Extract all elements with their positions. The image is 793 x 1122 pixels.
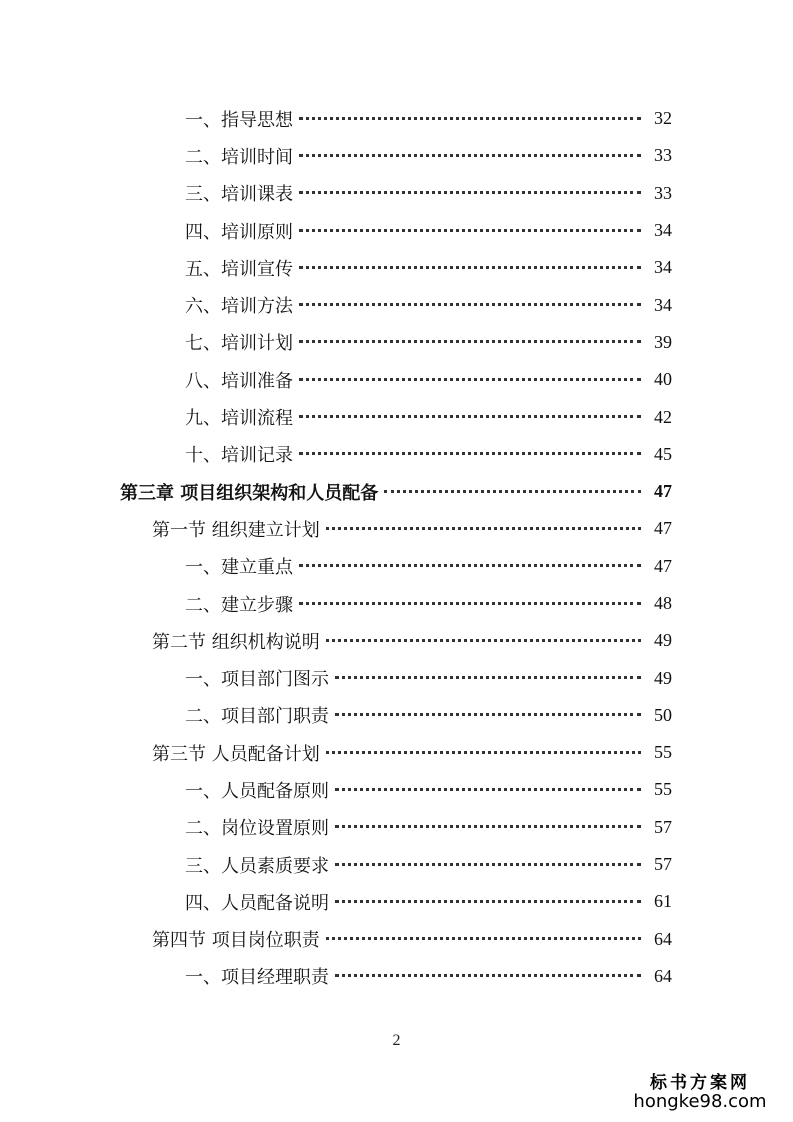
toc-entry-label: 二、培训时间 [185,143,297,169]
toc-leader-dots [335,788,641,791]
toc-leader-dots [299,340,641,343]
toc-entry[interactable] [0,510,793,547]
toc-entry-page: 55 [654,779,672,800]
toc-entry[interactable] [0,548,793,585]
toc-entry-label: 十、培训记录 [185,441,297,467]
watermark-title: 标书方案网 [650,1073,750,1093]
toc-leader-dots [335,825,641,828]
toc-entry-label: 第一节 组织建立计划 [152,516,324,542]
toc-entry-label: 三、人员素质要求 [185,852,333,878]
toc-entry-page: 48 [654,593,672,613]
toc-entry-label: 二、岗位设置原则 [185,814,333,840]
toc-leader-dots [335,863,641,866]
toc-entry[interactable] [0,697,793,734]
toc-entry-page: 33 [654,182,672,203]
toc-leader-dots [326,751,641,754]
toc-leader-dots [335,676,641,679]
toc-entry-label: 四、培训原则 [185,218,297,244]
toc-leader-dots [299,266,641,269]
toc-entry-page: 55 [654,742,672,763]
table-of-contents [0,100,793,995]
toc-entry[interactable] [0,100,793,137]
toc-entry-label: 一、人员配备原则 [185,777,333,803]
toc-entry[interactable] [0,809,793,846]
toc-entry-page: 33 [654,145,672,166]
toc-leader-dots [299,191,641,194]
toc-leader-dots [299,378,641,381]
watermark [625,1068,775,1112]
toc-entry[interactable] [0,175,793,212]
toc-entry-page: 49 [654,667,672,688]
toc-entry-label: 四、人员配备说明 [185,889,333,915]
toc-entry-label: 第三节 人员配备计划 [152,740,324,766]
toc-leader-dots [299,154,641,157]
toc-entry[interactable] [0,137,793,174]
toc-entry[interactable] [0,622,793,659]
toc-entry[interactable] [0,473,793,510]
toc-entry-page: 34 [654,257,672,278]
toc-entry-label: 一、项目部门图示 [185,665,333,691]
toc-entry-page: 45 [654,443,672,464]
toc-entry-page: 39 [654,331,672,352]
toc-leader-dots [299,229,641,232]
toc-entry-page: 50 [654,704,672,725]
toc-entry[interactable] [0,659,793,696]
toc-entry-label: 一、项目经理职责 [185,963,333,989]
toc-leader-dots [335,713,641,716]
toc-entry-label: 五、培训宣传 [185,255,297,281]
toc-entry-label: 三、培训课表 [185,180,297,206]
page-number: 2 [392,1032,401,1049]
toc-entry-label: 第三章 项目组织架构和人员配备 [120,479,382,505]
toc-entry-label: 二、项目部门职责 [185,702,333,728]
toc-entry-page: 61 [654,891,672,912]
toc-entry-label: 第四节 项目岗位职责 [152,926,324,952]
toc-entry-page: 47 [654,555,672,576]
toc-entry[interactable] [0,249,793,286]
toc-entry-label: 七、培训计划 [185,329,297,355]
toc-entry-page: 47 [654,481,672,502]
toc-entry-page: 64 [654,965,672,986]
toc-entry-label: 第二节 组织机构说明 [152,628,324,654]
toc-leader-dots [384,490,641,493]
toc-leader-dots [335,900,641,903]
toc-entry-page: 47 [654,518,672,539]
toc-leader-dots [299,303,641,306]
toc-entry-label: 六、培训方法 [185,292,297,318]
toc-entry[interactable] [0,398,793,435]
toc-entry-page: 32 [654,108,672,129]
toc-entry-label: 二、建立步骤 [185,591,297,617]
toc-entry[interactable] [0,361,793,398]
toc-leader-dots [326,639,641,642]
toc-entry-page: 40 [654,369,672,390]
toc-entry[interactable] [0,921,793,958]
toc-leader-dots [326,527,641,530]
toc-entry[interactable] [0,846,793,883]
toc-entry-label: 一、建立重点 [185,553,297,579]
toc-entry[interactable] [0,436,793,473]
toc-entry-page: 42 [654,406,672,427]
toc-entry[interactable] [0,771,793,808]
toc-entry-page: 57 [654,816,672,837]
toc-entry[interactable] [0,324,793,361]
toc-entry[interactable] [0,212,793,249]
toc-entry[interactable] [0,958,793,995]
toc-entry-page: 34 [654,220,672,241]
toc-entry-page: 49 [654,630,672,651]
toc-entry-label: 八、培训准备 [185,367,297,393]
toc-entry-page: 34 [654,294,672,315]
toc-entry-label: 一、指导思想 [185,106,297,132]
toc-leader-dots [299,117,641,120]
toc-leader-dots [299,564,641,567]
toc-entry-page: 64 [654,928,672,949]
toc-leader-dots [299,452,641,455]
toc-entry[interactable] [0,883,793,920]
toc-entry[interactable] [0,286,793,323]
toc-entry[interactable] [0,734,793,771]
toc-entry-page: 57 [654,854,672,875]
watermark-url: hongke98.com [633,1091,767,1112]
toc-leader-dots [299,602,641,605]
toc-leader-dots [335,974,641,977]
toc-entry-label: 九、培训流程 [185,404,297,430]
toc-leader-dots [299,415,641,418]
toc-leader-dots [326,937,641,940]
toc-entry[interactable] [0,585,793,622]
